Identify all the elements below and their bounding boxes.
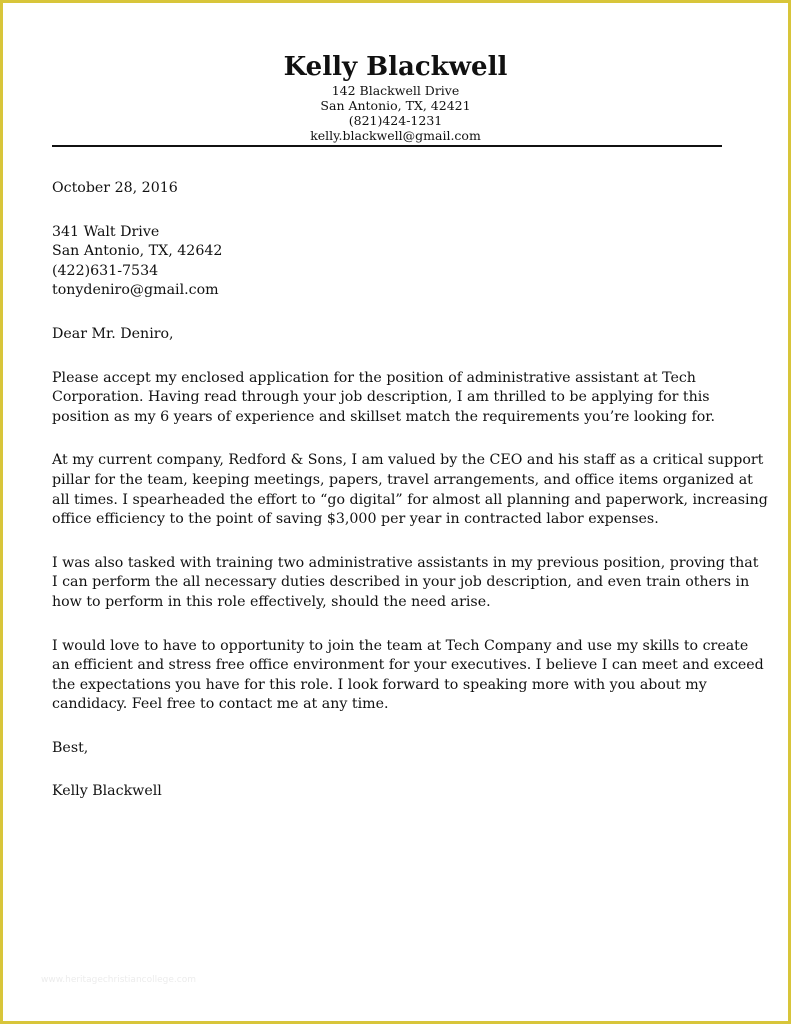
- signature-name: Kelly Blackwell: [52, 783, 162, 800]
- sender-address: 142 Blackwell Drive: [331, 83, 460, 98]
- paragraph-line: Please accept my enclosed application for the position of administrative assistant at Tech: [52, 369, 696, 386]
- sender-name: Kelly Blackwell: [283, 52, 508, 82]
- paragraph-4: [52, 637, 764, 715]
- paragraph-2: [52, 451, 768, 529]
- paragraph-line: all times. I spearheaded the effort to “go digital” for almost all planning and paperwork, increasing: [52, 491, 768, 508]
- letter-date: October 28, 2016: [52, 180, 178, 196]
- paragraph-line: At my current company, Redford & Sons, I am valued by the CEO and his staff as a critical support: [52, 452, 764, 469]
- paragraph-1: [52, 369, 732, 428]
- watermark: www.heritagechristiancollege.com: [41, 975, 196, 985]
- paragraph-line: office efficiency to the point of saving $3,000 per year in contracted labor expenses.: [52, 511, 659, 528]
- recipient-block: [52, 223, 732, 301]
- paragraph-line: Corporation. Having read through your job description, I am thrilled to be applying for this: [52, 389, 710, 406]
- paragraph-line: candidacy. Feel free to contact me at any time.: [52, 696, 389, 713]
- letter-body: [52, 179, 768, 802]
- letterhead: [3, 51, 788, 143]
- sender-email: kelly.blackwell@gmail.com: [310, 128, 481, 143]
- paragraph-line: pillar for the team, keeping meetings, papers, travel arrangements, and office items organized at: [52, 471, 753, 488]
- paragraph-line: I was also tasked with training two administrative assistants in my previous position, proving that: [52, 554, 759, 571]
- paragraph-line: an efficient and stress free office environment for your executives. I believe I can meet and exceed: [52, 657, 764, 674]
- paragraph-line: position as my 6 years of experience and skillset match the requirements you’re looking for.: [52, 408, 715, 425]
- recipient-phone: (422)631-7534: [52, 262, 159, 279]
- paragraph-line: how to perform in this role effectively, should the need arise.: [52, 593, 491, 610]
- paragraph-line: I would love to have to opportunity to join the team at Tech Company and use my skills to create: [52, 637, 749, 654]
- closing: Best,: [52, 739, 89, 756]
- sender-phone: (821)424-1231: [348, 113, 443, 128]
- recipient-address: 341 Walt Drive: [52, 223, 160, 240]
- header-divider: [52, 145, 722, 147]
- sender-city: San Antonio, TX, 42421: [320, 98, 471, 113]
- paragraph-line: I can perform the all necessary duties described in your job description, and even train others in: [52, 574, 750, 591]
- paragraph-3: [52, 554, 759, 613]
- salutation: Dear Mr. Deniro,: [52, 325, 174, 342]
- recipient-email: tonydeniro@gmail.com: [52, 282, 219, 299]
- recipient-city: San Antonio, TX, 42642: [52, 243, 223, 260]
- paragraph-line: the expectations you have for this role. I look forward to speaking more with you about my: [52, 676, 707, 693]
